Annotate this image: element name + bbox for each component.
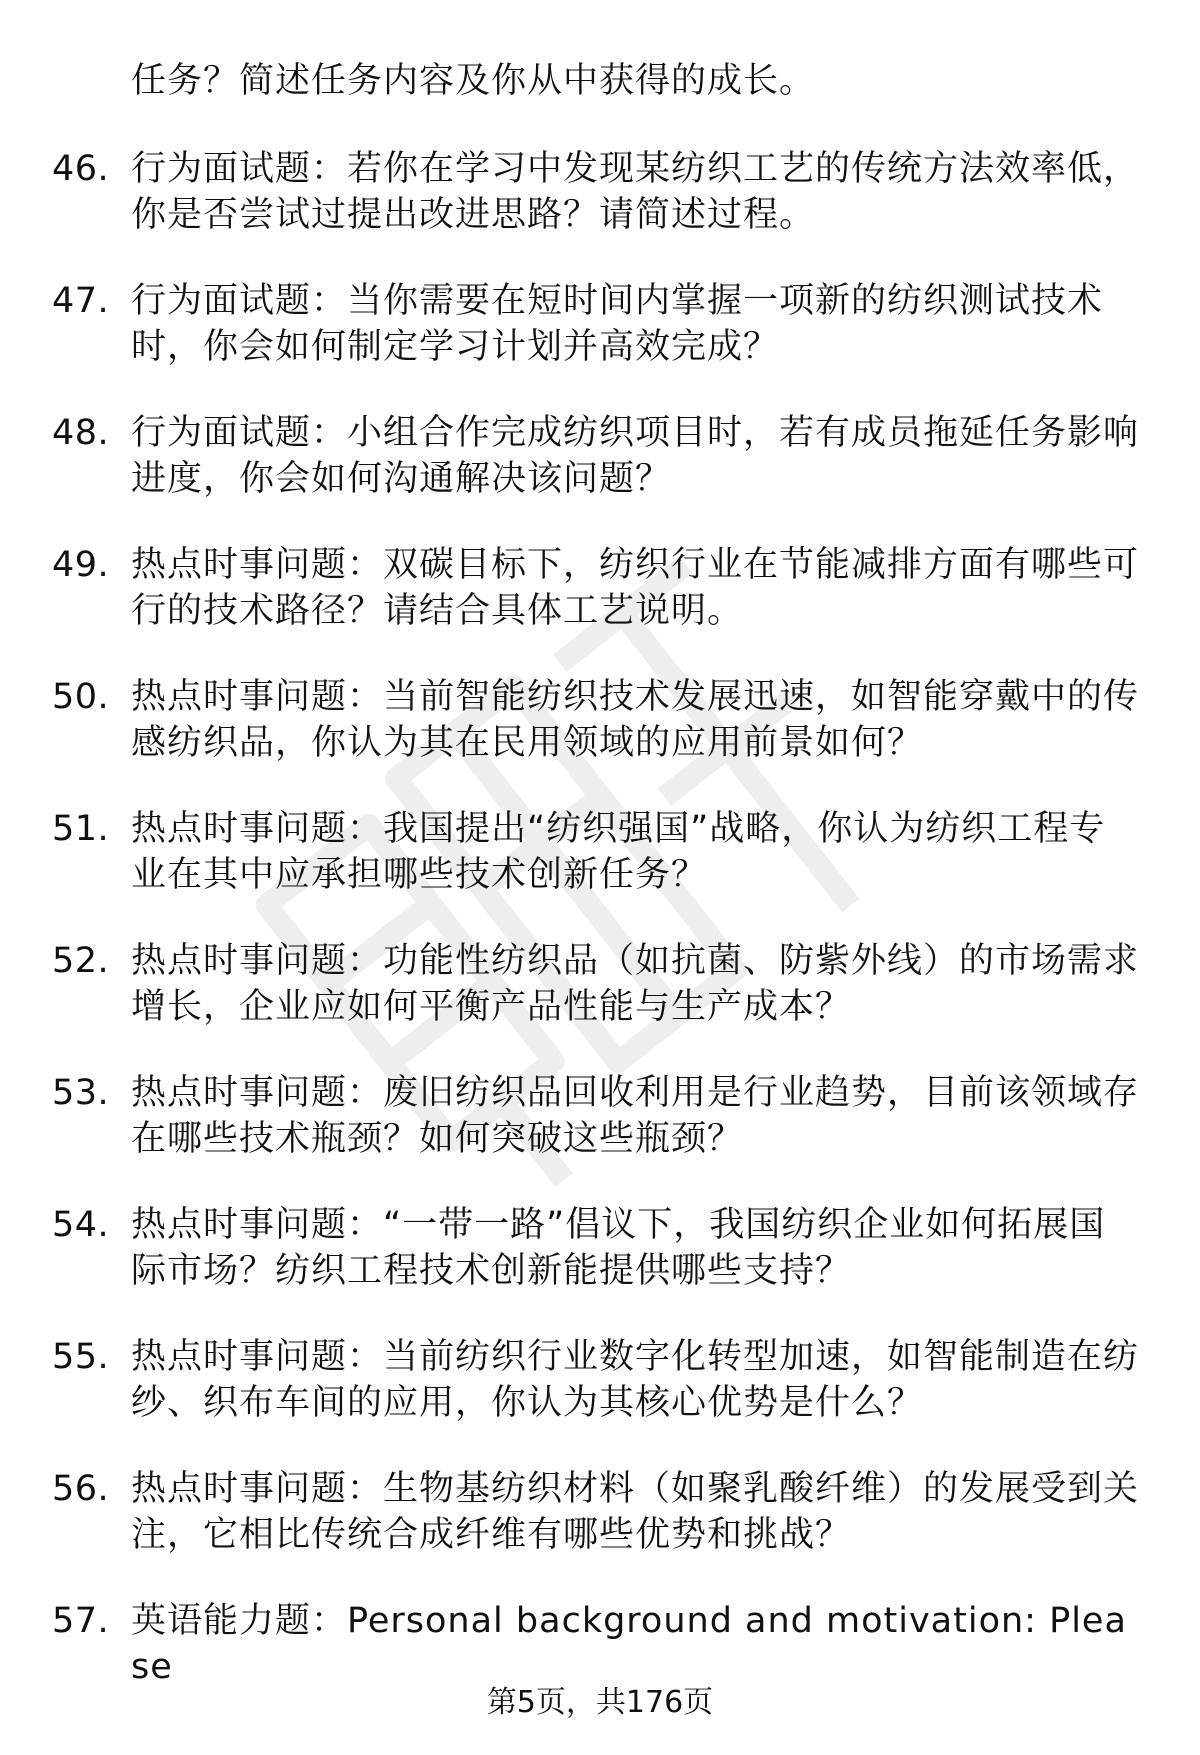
question-number: 50. [52,677,110,717]
question-number: 48. [52,413,110,453]
question-text: 行为面试题：当你需要在短时间内掌握一项新的纺织测试技术时，你会如何制定学习计划并高效完成？ [131,281,1104,367]
question-text: 英语能力题：Personal background and motivation: Please [131,1601,1127,1687]
list-item [0,806,1200,938]
question-list [0,58,1200,1730]
question-text: 任务？简述任务内容及你从中获得的成长。 [131,61,816,101]
question-number: 56. [52,1469,110,1509]
list-item [0,1070,1200,1202]
question-number: 51. [52,809,110,849]
list-item [0,410,1200,542]
list-item-continuation [0,58,1200,146]
question-text: 热点时事问题：双碳目标下，纺织行业在节能减排方面有哪些可行的技术路径？请结合具体工艺说明。 [131,545,1140,631]
list-item [0,674,1200,806]
list-item [0,1466,1200,1598]
question-number: 54. [52,1205,110,1245]
list-item [0,1334,1200,1466]
question-text: 热点时事问题：废旧纺织品回收利用是行业趋势，目前该领域存在哪些技术瓶颈？如何突破这些瓶颈？ [131,1073,1140,1159]
question-number: 52. [52,941,110,981]
question-number: 49. [52,545,110,585]
question-text: 热点时事问题：当前智能纺织技术发展迅速，如智能穿戴中的传感纺织品，你认为其在民用领域的应用前景如何？ [131,677,1140,763]
question-text: 行为面试题：小组合作完成纺织项目时，若有成员拖延任务影响进度，你会如何沟通解决该问题？ [131,413,1140,499]
list-item [0,542,1200,674]
question-number: 55. [52,1337,110,1377]
question-text: 热点时事问题：功能性纺织品（如抗菌、防紫外线）的市场需求增长，企业应如何平衡产品性能与生产成本？ [131,941,1140,1027]
question-number: 47. [52,281,110,321]
question-text: 行为面试题：若你在学习中发现某纺织工艺的传统方法效率低，你是否尝试过提出改进思路？请简述过程。 [131,149,1140,235]
question-text: 热点时事问题：我国提出“纺织强国”战略，你认为纺织工程专业在其中应承担哪些技术创新任务？ [131,809,1106,895]
list-item [0,146,1200,278]
question-number: 57. [52,1601,110,1641]
question-text: 热点时事问题：生物基纺织材料（如聚乳酸纤维）的发展受到关注，它相比传统合成纤维有哪些优势和挑战？ [131,1469,1140,1555]
list-item [0,938,1200,1070]
page-footer: 第5页，共176页 [486,1685,714,1720]
list-item [0,278,1200,410]
question-number: 53. [52,1073,110,1113]
question-number: 46. [52,149,110,189]
question-text: 热点时事问题：“一带一路”倡议下，我国纺织企业如何拓展国际市场？纺织工程技术创新能提供哪些支持？ [131,1205,1106,1291]
list-item [0,1202,1200,1334]
question-text: 热点时事问题：当前纺织行业数字化转型加速，如智能制造在纺纱、织布车间的应用，你认为其核心优势是什么？ [131,1337,1140,1423]
